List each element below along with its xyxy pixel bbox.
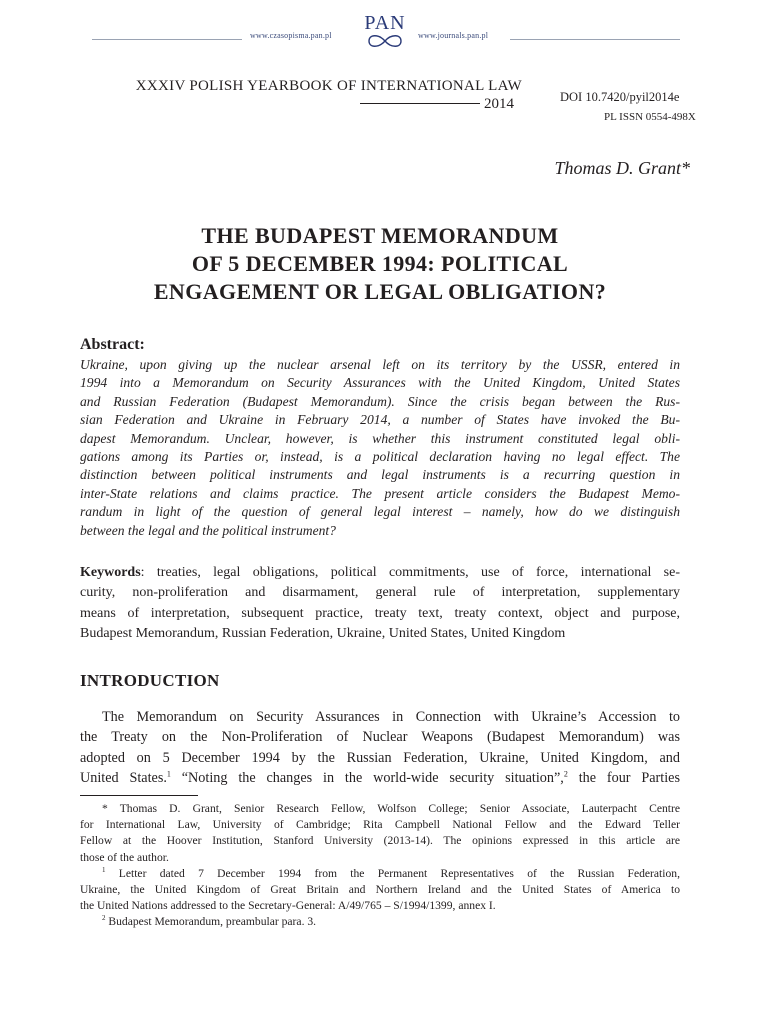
abstract-line: randum in light of the question of general legal interest – namely, how do we distinguish [80, 504, 680, 520]
footnote-2-number: 2 [102, 914, 106, 923]
journal-title-rule [360, 103, 480, 104]
keywords-line: means of interpretation, subsequent practice, treaty text, treaty context, object and purpose, [80, 605, 680, 621]
footnote-author-line: * Thomas D. Grant, Senior Research Fellow, Wolfson College; Senior Associate, Lauterpacht Centre [102, 802, 680, 815]
article-title [60, 222, 700, 306]
footnote-author-line: for International Law, University of Cambridge; Rita Campbell National Fellow and the Edward Teller [80, 818, 680, 832]
masthead-rule-left [92, 39, 242, 40]
title-line: ENGAGEMENT OR LEGAL OBLIGATION? [153, 279, 607, 304]
footnote-1-number: 1 [102, 865, 106, 874]
footnotes [80, 801, 680, 931]
footnote-separator [80, 795, 198, 796]
footnote-2-line [80, 914, 680, 930]
author-name: Thomas D. Grant* [554, 158, 690, 178]
abstract-line: 1994 into a Memorandum on Security Assurances with the United Kingdom, United States [80, 375, 680, 391]
infinity-loop-icon [365, 34, 405, 48]
pan-logo-text: PAN [364, 12, 406, 34]
abstract-text [80, 356, 680, 540]
footnote-author-line: Fellow at the Hoover Institution, Stanford University (2013-14). The opinions expressed in this article are [80, 834, 680, 848]
title-line: OF 5 DECEMBER 1994: POLITICAL [191, 251, 569, 276]
footnote-author-line: those of the author. [80, 850, 169, 864]
body-text: “Noting the changes in the world-wide security situation”, [170, 769, 564, 786]
pan-logo [360, 12, 410, 62]
doi: DOI 10.7420/pyil2014e [560, 90, 680, 104]
body-line: The Memorandum on Security Assurances in Connection with Ukraine’s Accession to [102, 709, 680, 725]
footnote-ref-2[interactable]: 2 [563, 769, 568, 779]
abstract-line: distinction between political instruments and legal instruments is a recurring question in [80, 467, 680, 483]
journal-title: XXXIV POLISH YEARBOOK OF INTERNATIONAL LAW [135, 78, 522, 94]
abstract-line: dapest Memorandum. Unclear, however, is whether this instrument constituted legal obli- [80, 430, 680, 446]
keywords-line: curity, non-proliferation and disarmament, general rule of interpretation, supplementary [80, 585, 680, 601]
publisher-masthead [0, 8, 768, 62]
masthead-link-czasopisma[interactable]: www.czasopisma.pan.pl [250, 31, 332, 40]
issn: PL ISSN 0554-498X [604, 111, 696, 123]
abstract-line: inter-State relations and claims practice. The present article considers the Budapest Memo- [80, 485, 680, 501]
title-line: THE BUDAPEST MEMORANDUM [201, 223, 559, 248]
body-text: the four Parties [567, 769, 680, 786]
footnote-1-text: Letter dated 7 December 1994 from the Permanent Representatives of the Russian Federation, [105, 866, 680, 880]
journal-year: 2014 [484, 96, 514, 112]
body-text: United States. [80, 769, 167, 786]
footnote-2-text: Budapest Memorandum, preambular para. 3. [105, 915, 317, 929]
keywords-label: Keywords [80, 565, 141, 580]
footnote-1-line [80, 866, 680, 882]
abstract-label: Abstract: [80, 336, 145, 353]
keywords-line: Budapest Memorandum, Russian Federation, Ukraine, United States, United Kingdom [80, 625, 566, 641]
keywords-paragraph [80, 563, 680, 644]
abstract-line: sian Federation and Ukraine in February 2014, a number of States have invoked the Bu- [80, 412, 680, 428]
abstract-line: Ukraine, upon giving up the nuclear arsenal left on its territory by the USSR, entered in [80, 357, 680, 372]
keywords-line [80, 563, 680, 583]
masthead-rule-right [510, 39, 680, 40]
introduction-paragraph [80, 707, 680, 788]
abstract-line: between the legal and the political instrument? [80, 522, 336, 538]
abstract-line: gations among its Parties or, instead, is a political declaration having no legal effect. The [80, 449, 680, 465]
body-line [80, 768, 680, 788]
section-heading-introduction: INTRODUCTION [80, 671, 220, 690]
body-line: adopted on 5 December 1994 by the Russian Federation, Ukraine, United Kingdom, and [80, 749, 680, 766]
footnote-1-line: Ukraine, the United Kingdom of Great Britain and Northern Ireland and the United States of America to [80, 883, 680, 897]
footnote-1-line: the United Nations addressed to the Secretary-General: A/49/765 – S/1994/1399, annex I. [80, 899, 496, 913]
footnote-ref-1[interactable]: 1 [166, 769, 171, 779]
body-line: the Treaty on the Non-Proliferation of Nuclear Weapons (Budapest Memorandum) was [80, 729, 680, 746]
keywords-text: : treaties, legal obligations, political commitments, use of force, international se- [140, 565, 680, 580]
masthead-link-journals[interactable]: www.journals.pan.pl [418, 31, 489, 40]
abstract-line: and Russian Federation (Budapest Memorandum). Since the crisis began between the Rus- [80, 393, 680, 409]
